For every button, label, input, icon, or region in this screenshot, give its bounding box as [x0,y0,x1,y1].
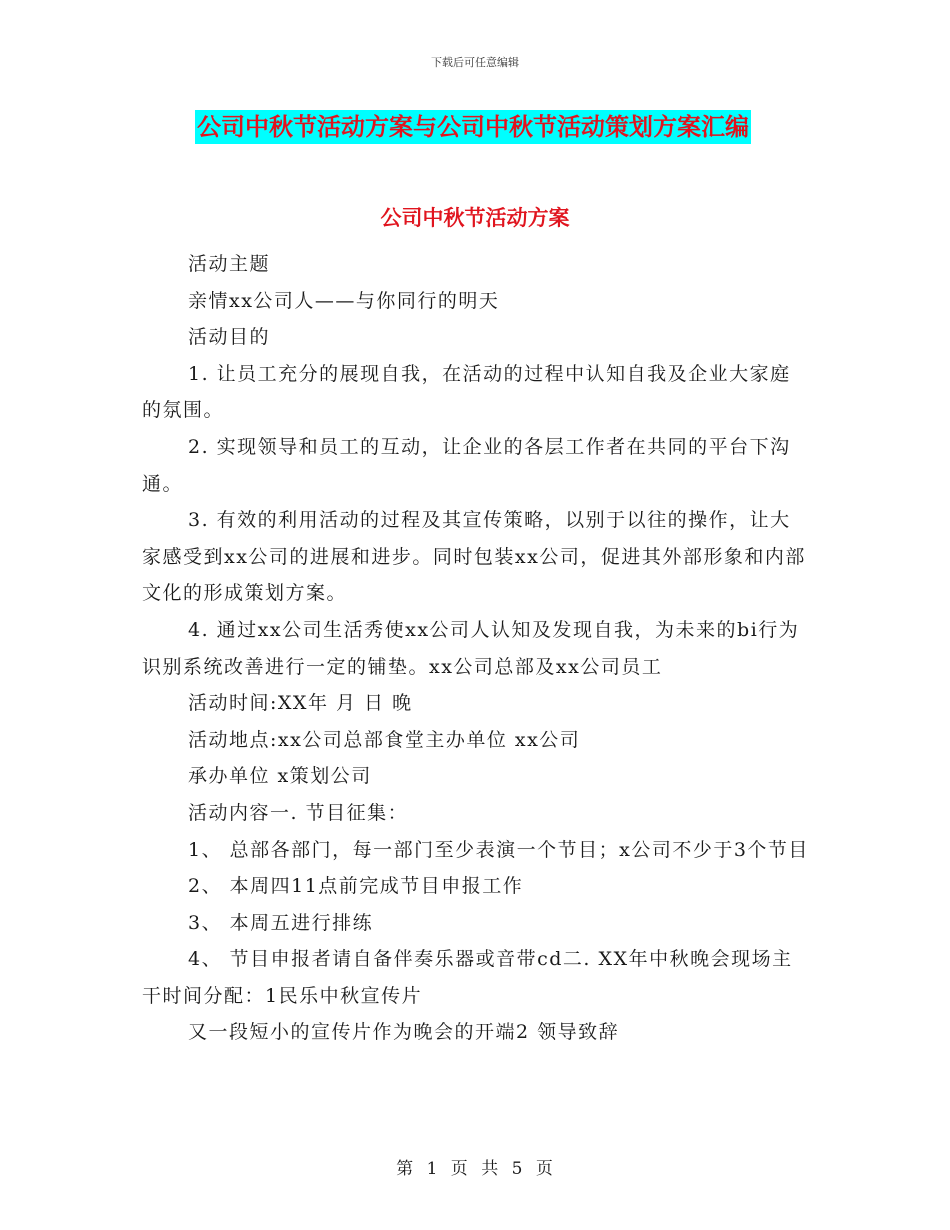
page-header-note: 下载后可任意编辑 [431,56,519,69]
paragraph: 2. 实现领导和员工的互动，让企业的各层工作者在共同的平台下沟通。 [142,435,791,495]
paragraph: 活动内容一. 节目征集： [188,801,409,824]
paragraph: 1、 总部各部门，每一部门至少表演一个节目；x公司不少于3个节目 [188,838,809,861]
paragraph: 活动主题 [188,253,271,275]
paragraph: 3. 有效的利用活动的过程及其宣传策略，以别于以往的操作，让大家感受到xx公司的进展和进步。同时包装xx公司，促进其外部形象和内部文化的形成策划方案。 [142,509,806,605]
section-title: 公司中秋节活动方案 [380,206,570,230]
paragraph: 4、 节目申报者请自备伴奏乐器或音带cd二. XX年中秋晚会现场主干时间分配：1民乐中秋宣传片 [142,948,793,1007]
paragraph: 活动地点:xx公司总部食堂主办单位 xx公司 [188,728,581,751]
document-body [142,246,810,1051]
paragraph: 1. 让员工充分的展现自我，在活动的过程中认知自我及企业大家庭的氛围。 [142,362,791,422]
page-footer: 第 1 页 共 5 页 [396,1159,554,1179]
paragraph: 承办单位 x策划公司 [188,765,372,788]
document-title: 公司中秋节活动方案与公司中秋节活动策划方案汇编 [195,110,751,144]
paragraph: 4. 通过xx公司生活秀使xx公司人认知及发现自我，为未来的bi行为识别系统改善进行一定的铺垫。xx公司总部及xx公司员工 [142,618,800,678]
paragraph: 3、 本周五进行排练 [188,911,374,934]
paragraph: 活动时间:XX年 月 日 晚 [188,692,413,715]
paragraph: 2、 本周四11点前完成节目申报工作 [188,875,524,898]
paragraph: 活动目的 [188,326,271,349]
paragraph: 又一段短小的宣传片作为晚会的开端2 领导致辞 [188,1021,620,1044]
paragraph: 亲情xx公司人——与你同行的明天 [188,289,500,312]
